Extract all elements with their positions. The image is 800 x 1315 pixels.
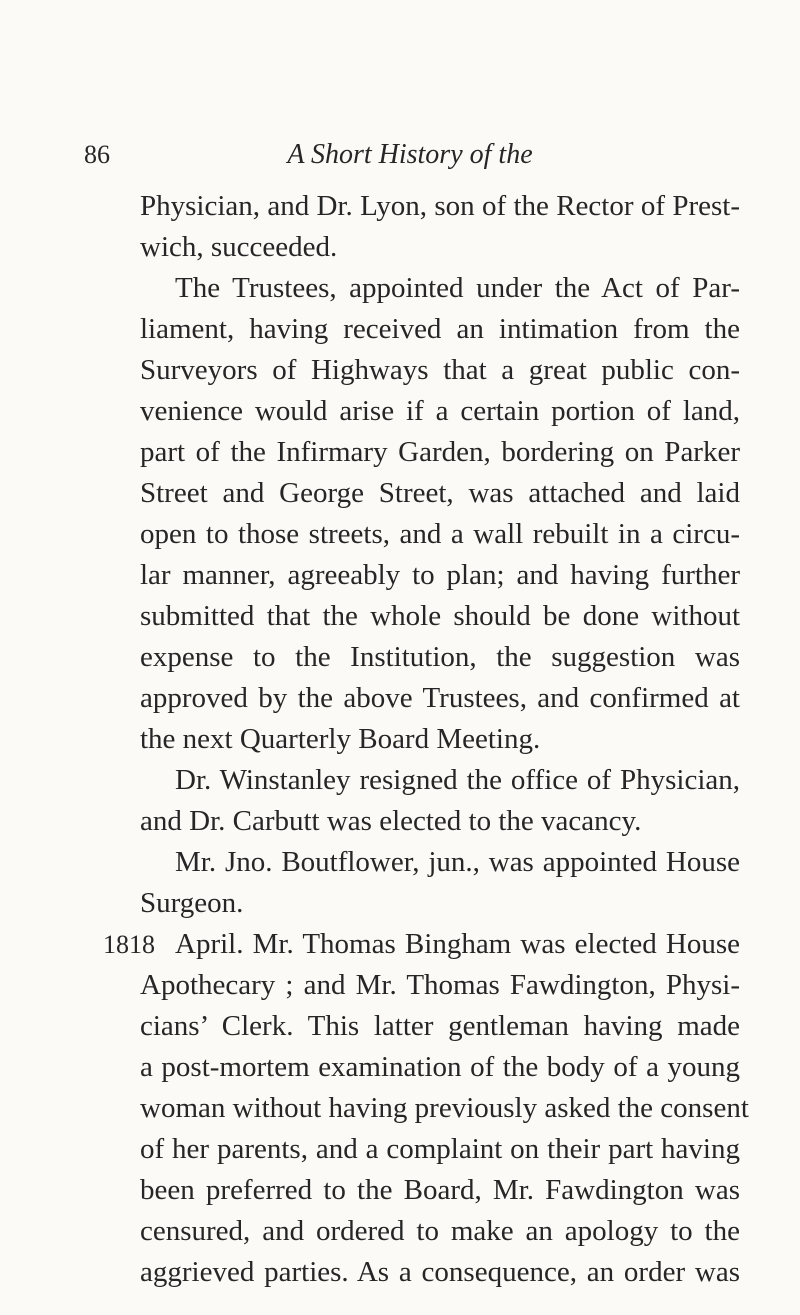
text-line: venience would arise if a certain portion of land, (140, 395, 740, 427)
text-line: the next Quarterly Board Meeting. (140, 723, 541, 755)
text-line: Mr. Jno. Boutflower, jun., was appointed House (175, 846, 740, 878)
text-line: liament, having received an intimation from the (140, 313, 740, 345)
text-line: of her parents, and a complaint on their part having (140, 1133, 740, 1165)
body-text (103, 186, 749, 1293)
running-title: A Short History of the (287, 139, 533, 170)
text-line: woman without having previously asked the consent (140, 1092, 749, 1124)
text-line: Dr. Winstanley resigned the office of Physician, (175, 764, 740, 796)
text-line: aggrieved parties. As a consequence, an order was (140, 1256, 740, 1288)
margin-year: 1818 (103, 930, 155, 959)
text-line: Physician, and Dr. Lyon, son of the Rector of Prest- (140, 190, 740, 222)
text-line: Apothecary ; and Mr. Thomas Fawdington, Physi- (140, 969, 740, 1001)
text-line: part of the Infirmary Garden, bordering on Parker (140, 436, 740, 468)
text-line: censured, and ordered to make an apology to the (140, 1215, 740, 1247)
text-line: Street and George Street, was attached and laid (140, 477, 740, 509)
text-line: a post-mortem examination of the body of a young (140, 1051, 740, 1083)
text-line: expense to the Institution, the suggestion was (140, 641, 740, 673)
text-line-with-margin-note (103, 924, 740, 965)
text-line: wich, succeeded. (140, 231, 338, 263)
text-line: cians’ Clerk. This latter gentleman having made (140, 1010, 740, 1042)
text-line: Surgeon. (140, 887, 244, 919)
text-line: and Dr. Carbutt was elected to the vacancy. (140, 805, 642, 837)
text-line: lar manner, agreeably to plan; and having further (140, 559, 740, 591)
text-line: Surveyors of Highways that a great public con- (140, 354, 740, 386)
text-line: open to those streets, and a wall rebuilt in a circu- (140, 518, 740, 550)
text-line: The Trustees, appointed under the Act of Par- (175, 272, 740, 304)
text-line: submitted that the whole should be done without (140, 600, 740, 632)
text-line: been preferred to the Board, Mr. Fawdington was (140, 1174, 740, 1206)
text-line: approved by the above Trustees, and confirmed at (140, 682, 740, 714)
page-number: 86 (84, 140, 110, 169)
text-line: April. Mr. Thomas Bingham was elected House (175, 928, 740, 960)
